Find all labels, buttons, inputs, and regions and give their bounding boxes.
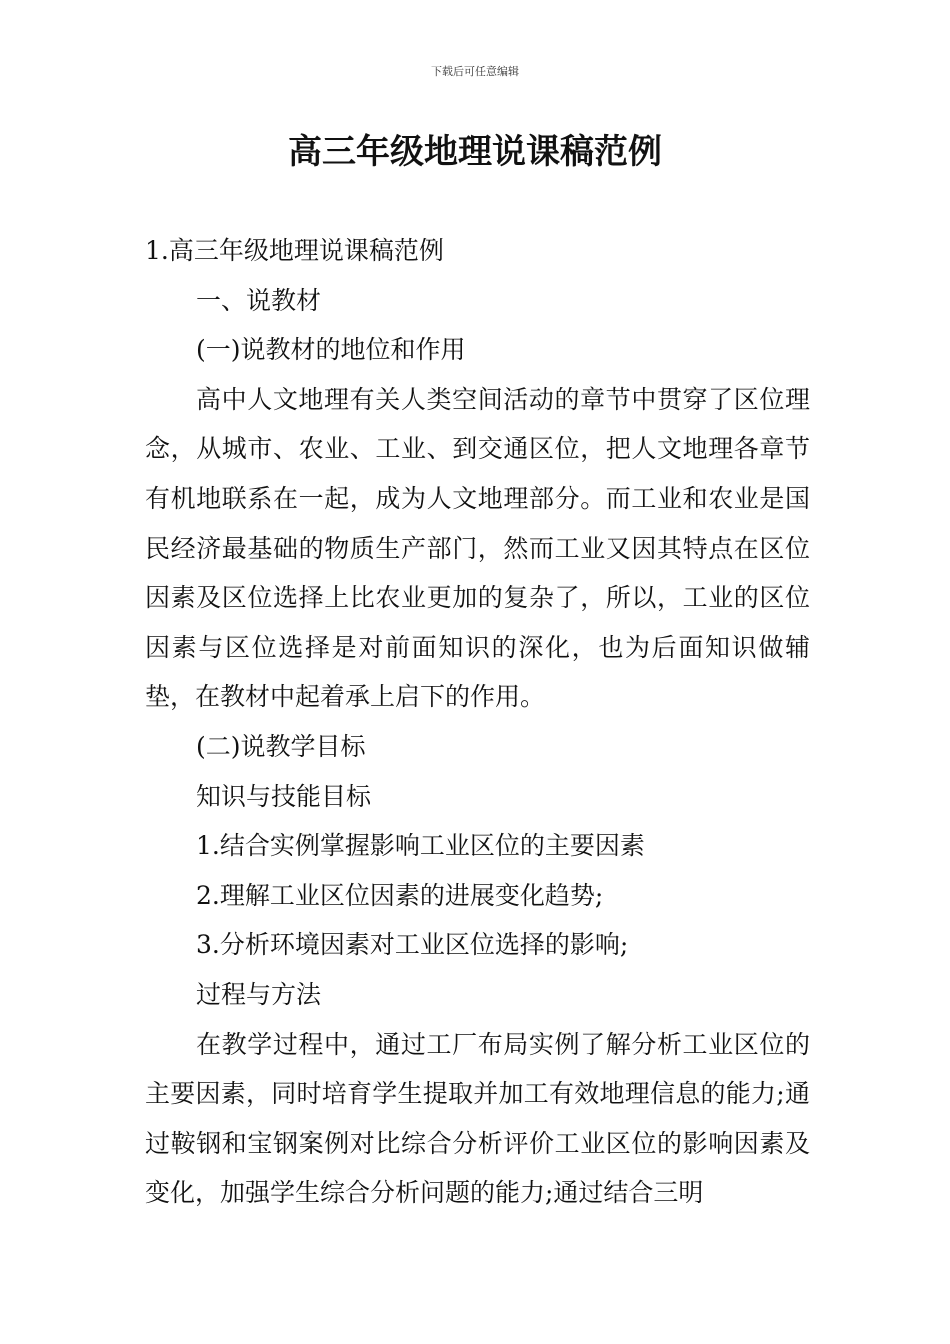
document-title: 高三年级地理说课稿范例 <box>288 132 662 172</box>
paragraph-subheading: 过程与方法 <box>196 979 322 1009</box>
paragraph-list-item: 2.理解工业区位因素的进展变化趋势; <box>196 880 604 910</box>
paragraph-heading-1: 一、说教材 <box>196 285 322 315</box>
document-body <box>145 226 810 1218</box>
paragraph-body: 高中人文地理有关人类空间活动的章节中贯穿了区位理念，从城市、农业、工业、到交通区位，把人文地理各章节有机地联系在一起，成为人文地理部分。而工业和农业是国民经济最基础的物质生产部门，然而工业又因其特点在区位因素及区位选择上比农业更加的复杂了，所以，工业的区位因素与区位选择是对前面知识的深化，也为后面知识做辅垫，在教材中起着承上启下的作用。 <box>145 384 810 712</box>
header-note: 下载后可任意编辑 <box>431 65 519 78</box>
paragraph-subheading: 知识与技能目标 <box>196 781 372 811</box>
paragraph-list-item: 3.分析环境因素对工业区位选择的影响; <box>196 930 629 960</box>
paragraph-list-item: 1.结合实例掌握影响工业区位的主要因素 <box>196 831 645 861</box>
paragraph-body: 在教学过程中，通过工厂布局实例了解分析工业区位的主要因素，同时培育学生提取并加工有效地理信息的能力;通过鞍钢和宝钢案例对比综合分析评价工业区位的影响因素及变化，加强学生综合分析问题的能力;通过结合三明 <box>145 1029 810 1208</box>
paragraph-heading-1-2: (二)说教学目标 <box>196 731 366 761</box>
paragraph-heading-1-1: (一)说教材的地位和作用 <box>196 335 466 365</box>
paragraph-section-number: 1.高三年级地理说课稿范例 <box>145 236 444 265</box>
